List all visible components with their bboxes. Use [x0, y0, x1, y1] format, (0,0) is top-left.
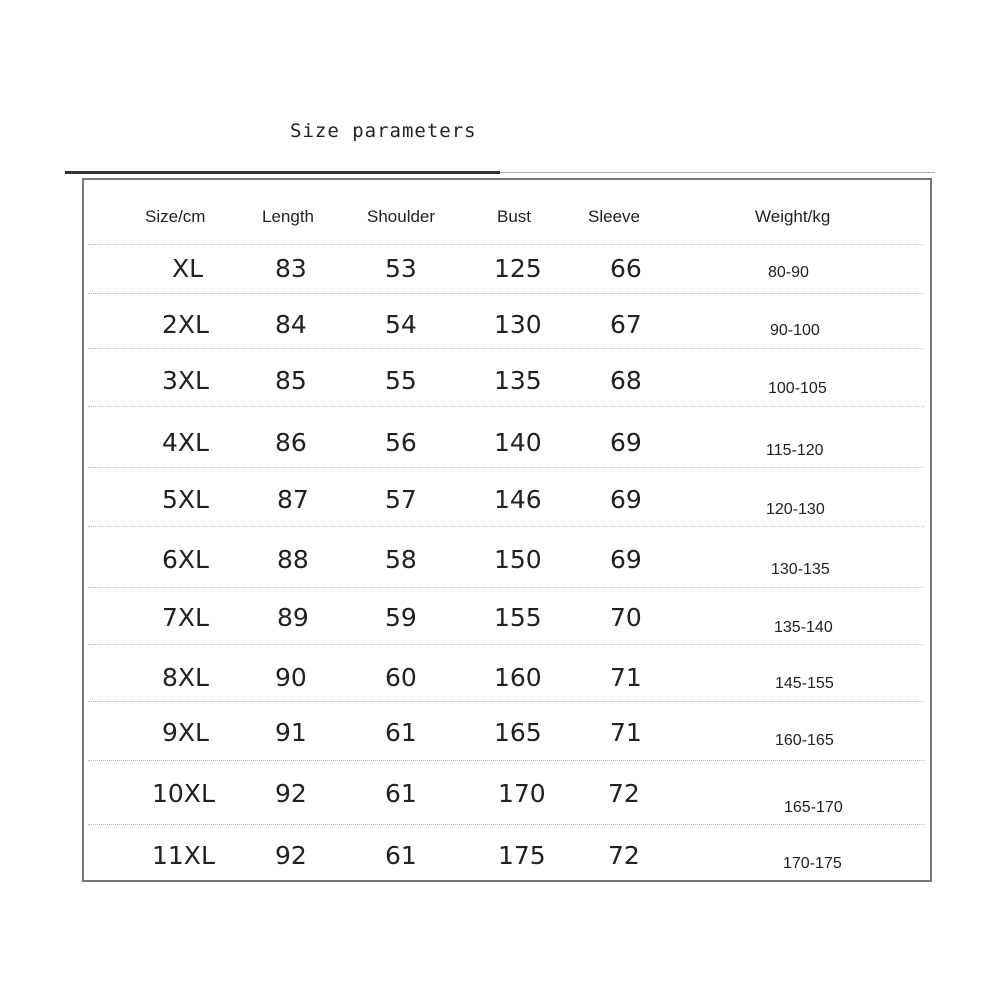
header-weight: Weight/kg	[755, 207, 831, 226]
row-separator	[88, 406, 924, 407]
title-rule-extension	[500, 172, 935, 173]
cell-sleeve: 71	[610, 718, 642, 747]
cell-shoulder: 61	[385, 779, 417, 808]
cell-size: 6XL	[162, 545, 209, 574]
cell-size: 5XL	[162, 485, 209, 514]
cell-sleeve: 67	[610, 310, 642, 339]
cell-size: 8XL	[162, 663, 209, 692]
cell-size: 11XL	[152, 841, 215, 870]
cell-sleeve: 69	[610, 485, 642, 514]
cell-bust: 135	[494, 366, 542, 395]
row-separator	[88, 293, 924, 294]
cell-bust: 160	[494, 663, 542, 692]
cell-length: 91	[275, 718, 307, 747]
cell-weight: 130-135	[771, 561, 830, 578]
cell-length: 92	[275, 779, 307, 808]
cell-sleeve: 69	[610, 545, 642, 574]
cell-size: 10XL	[152, 779, 215, 808]
cell-size: 9XL	[162, 718, 209, 747]
cell-length: 83	[275, 254, 307, 283]
cell-bust: 140	[494, 428, 542, 457]
header-shoulder: Shoulder	[367, 207, 436, 226]
cell-weight: 170-175	[783, 855, 842, 872]
row-separator	[88, 244, 924, 245]
cell-shoulder: 59	[385, 603, 417, 632]
row-separator	[88, 644, 924, 645]
cell-shoulder: 54	[385, 310, 417, 339]
cell-shoulder: 57	[385, 485, 417, 514]
cell-weight: 145-155	[775, 675, 834, 692]
cell-length: 87	[277, 485, 309, 514]
table-header	[90, 195, 920, 243]
cell-weight: 100-105	[768, 380, 827, 397]
cell-length: 92	[275, 841, 307, 870]
cell-bust: 175	[498, 841, 546, 870]
cell-weight: 160-165	[775, 732, 834, 749]
cell-bust: 150	[494, 545, 542, 574]
row-separator	[88, 348, 924, 349]
cell-weight: 120-130	[766, 501, 825, 518]
cell-sleeve: 69	[610, 428, 642, 457]
cell-length: 88	[277, 545, 309, 574]
cell-shoulder: 55	[385, 366, 417, 395]
cell-weight: 90-100	[770, 322, 820, 339]
cell-length: 84	[275, 310, 307, 339]
cell-sleeve: 71	[610, 663, 642, 692]
size-table-frame	[82, 178, 932, 882]
cell-weight: 135-140	[774, 619, 833, 636]
cell-sleeve: 66	[610, 254, 642, 283]
cell-weight: 165-170	[784, 799, 843, 816]
cell-bust: 125	[494, 254, 542, 283]
cell-size: 4XL	[162, 428, 209, 457]
cell-shoulder: 61	[385, 718, 417, 747]
cell-size: 2XL	[162, 310, 209, 339]
cell-shoulder: 61	[385, 841, 417, 870]
cell-sleeve: 72	[608, 841, 640, 870]
row-separator	[88, 760, 924, 761]
cell-weight: 80-90	[768, 264, 809, 281]
cell-sleeve: 72	[608, 779, 640, 808]
cell-bust: 130	[494, 310, 542, 339]
cell-bust: 170	[498, 779, 546, 808]
cell-bust: 146	[494, 485, 542, 514]
header-bust: Bust	[497, 207, 532, 226]
cell-shoulder: 56	[385, 428, 417, 457]
title-underline	[65, 171, 500, 174]
cell-bust: 155	[494, 603, 542, 632]
cell-sleeve: 68	[610, 366, 642, 395]
row-separator	[88, 467, 924, 468]
page-title: Size parameters	[290, 120, 477, 142]
cell-sleeve: 70	[610, 603, 642, 632]
row-separator	[88, 701, 924, 702]
header-length: Length	[262, 207, 314, 226]
cell-size: 3XL	[162, 366, 209, 395]
cell-length: 90	[275, 663, 307, 692]
cell-length: 86	[275, 428, 307, 457]
cell-size: 7XL	[162, 603, 209, 632]
row-separator	[88, 824, 924, 825]
cell-length: 89	[277, 603, 309, 632]
cell-length: 85	[275, 366, 307, 395]
row-separator	[88, 526, 924, 527]
cell-size: XL	[172, 254, 204, 283]
header-sleeve: Sleeve	[588, 207, 640, 226]
row-separator	[88, 587, 924, 588]
cell-weight: 115-120	[766, 442, 824, 459]
cell-shoulder: 58	[385, 545, 417, 574]
cell-bust: 165	[494, 718, 542, 747]
cell-shoulder: 53	[385, 254, 417, 283]
cell-shoulder: 60	[385, 663, 417, 692]
header-size: Size/cm	[145, 207, 206, 226]
